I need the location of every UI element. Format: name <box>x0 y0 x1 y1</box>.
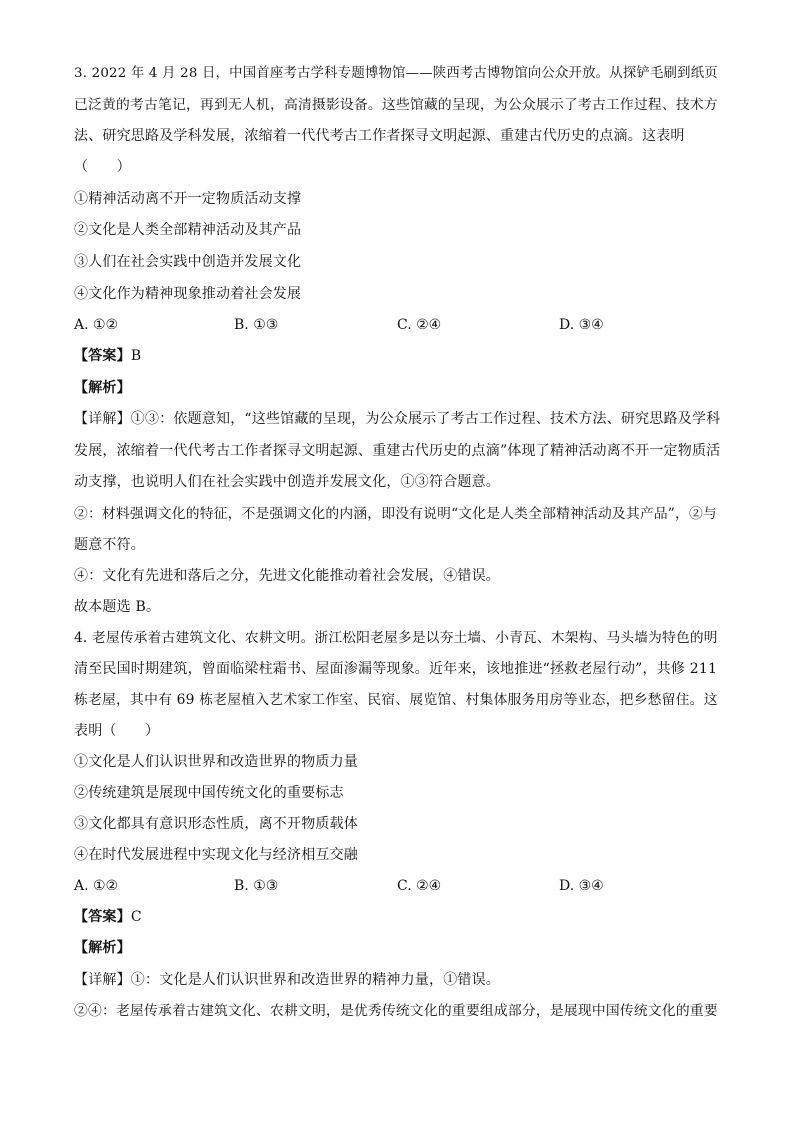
q4-statement-3: ③文化都具有意识形态性质，离不开物质载体 <box>74 816 358 832</box>
q4-answer <box>74 907 724 927</box>
q3-stem-line-2: 已泛黄的考古笔记，再到无人机，高清摄影设备。这些馆藏的呈现，为公众展示了考古工作过程、技术方 <box>74 97 718 113</box>
q3-statement-3: ③人们在社会实践中创造并发展文化 <box>74 254 302 270</box>
q3-option-a: A. ①② <box>74 317 119 333</box>
q3-detail-line-7: 故本题选 B。 <box>74 599 161 615</box>
q3-statement-1: ①精神活动离不开一定物质活动支撑 <box>74 191 302 207</box>
q3-detail-line-5: 题意不符。 <box>74 537 145 553</box>
q4-statement-2: ②传统建筑是展现中国传统文化的重要标志 <box>74 785 344 801</box>
q4-answer-value: C <box>130 909 142 925</box>
q3-detail-line-3: 动支撑，也说明人们在社会实践中创造并发展文化，①③符合题意。 <box>74 474 500 490</box>
q4-stem-line-3: 栋老屋，其中有 69 栋老屋植入艺术家工作室、民宿、展览馆、村集体服务用房等业态，把乡愁留住。这 <box>74 692 718 708</box>
q3-statement-2: ②文化是人类全部精神活动及其产品 <box>74 222 302 238</box>
q3-option-c: C. ②④ <box>397 317 442 333</box>
q3-stem-line-4: （ ） <box>74 159 131 175</box>
q4-option-b: B. ①③ <box>234 878 279 894</box>
q3-analysis-label: 【解析】 <box>74 380 131 396</box>
q4-statement-4: ④在时代发展进程中实现文化与经济相互交融 <box>74 847 358 863</box>
q4-stem-line-1: 4. 老屋传承着古建筑文化、农耕文明。浙江松阳老屋多是以夯土墙、小青瓦、木架构、马头墙为特色的明 <box>74 630 718 646</box>
q3-stem-line-1: 3. 2022 年 4 月 28 日，中国首座考古学科专题博物馆——陕西考古博物馆向公众开放。从探铲毛刷到纸页 <box>74 66 718 81</box>
q3-options <box>74 315 724 335</box>
q3-detail-line-4: ②：材料强调文化的特征，不是强调文化的内涵，即没有说明“文化是人类全部精神活动及其产品”，②与 <box>74 506 717 522</box>
q3-detail-line-6: ④：文化有先进和落后之分，先进文化能推动着社会发展，④错误。 <box>74 568 500 584</box>
q3-option-b: B. ①③ <box>234 317 279 333</box>
q3-detail-line-1: 【详解】①③：依题意知，“这些馆藏的呈现，为公众展示了考古工作过程、技术方法、研究思路及学科 <box>74 411 721 427</box>
q3-statement-4: ④文化作为精神现象推动着社会发展 <box>74 286 302 302</box>
q4-stem-line-2: 清至民国时期建筑，曾面临梁柱霜书、屋面渗漏等现象。近年来，该地推进“拯救老屋行动”，共修 211 <box>74 661 718 677</box>
q4-detail-line-1: 【详解】①：文化是人们认识世界和改造世界的精神力量，①错误。 <box>74 972 500 988</box>
q3-stem-line-3: 法、研究思路及学科发展，浓缩着一代代考古工作者探寻文明起源、重建古代历史的点滴。这表明 <box>74 128 685 144</box>
q3-detail-line-2: 发展，浓缩着一代代考古工作者探寻文明起源、重建古代历史的点滴”体现了精神活动离不开一定物质活 <box>74 443 721 459</box>
q3-answer-value: B <box>130 348 142 364</box>
q3-option-d: D. ③④ <box>559 317 604 333</box>
q4-option-c: C. ②④ <box>397 878 442 894</box>
q4-statement-1: ①文化是人们认识世界和改造世界的物质力量 <box>74 754 358 770</box>
q4-option-a: A. ①② <box>74 878 119 894</box>
q4-detail-line-2: ②④：老屋传承着古建筑文化、农耕文明，是优秀传统文化的重要组成部分，是展现中国传统文化的重要 <box>74 1003 718 1019</box>
q3-answer <box>74 346 724 366</box>
q4-analysis-label: 【解析】 <box>74 940 131 956</box>
q4-options <box>74 876 724 896</box>
q4-stem-line-4: 表明（ ） <box>74 723 160 739</box>
q4-answer-label: 【答案】 <box>74 909 131 925</box>
q4-option-d: D. ③④ <box>559 878 604 894</box>
q3-answer-label: 【答案】 <box>74 348 131 364</box>
